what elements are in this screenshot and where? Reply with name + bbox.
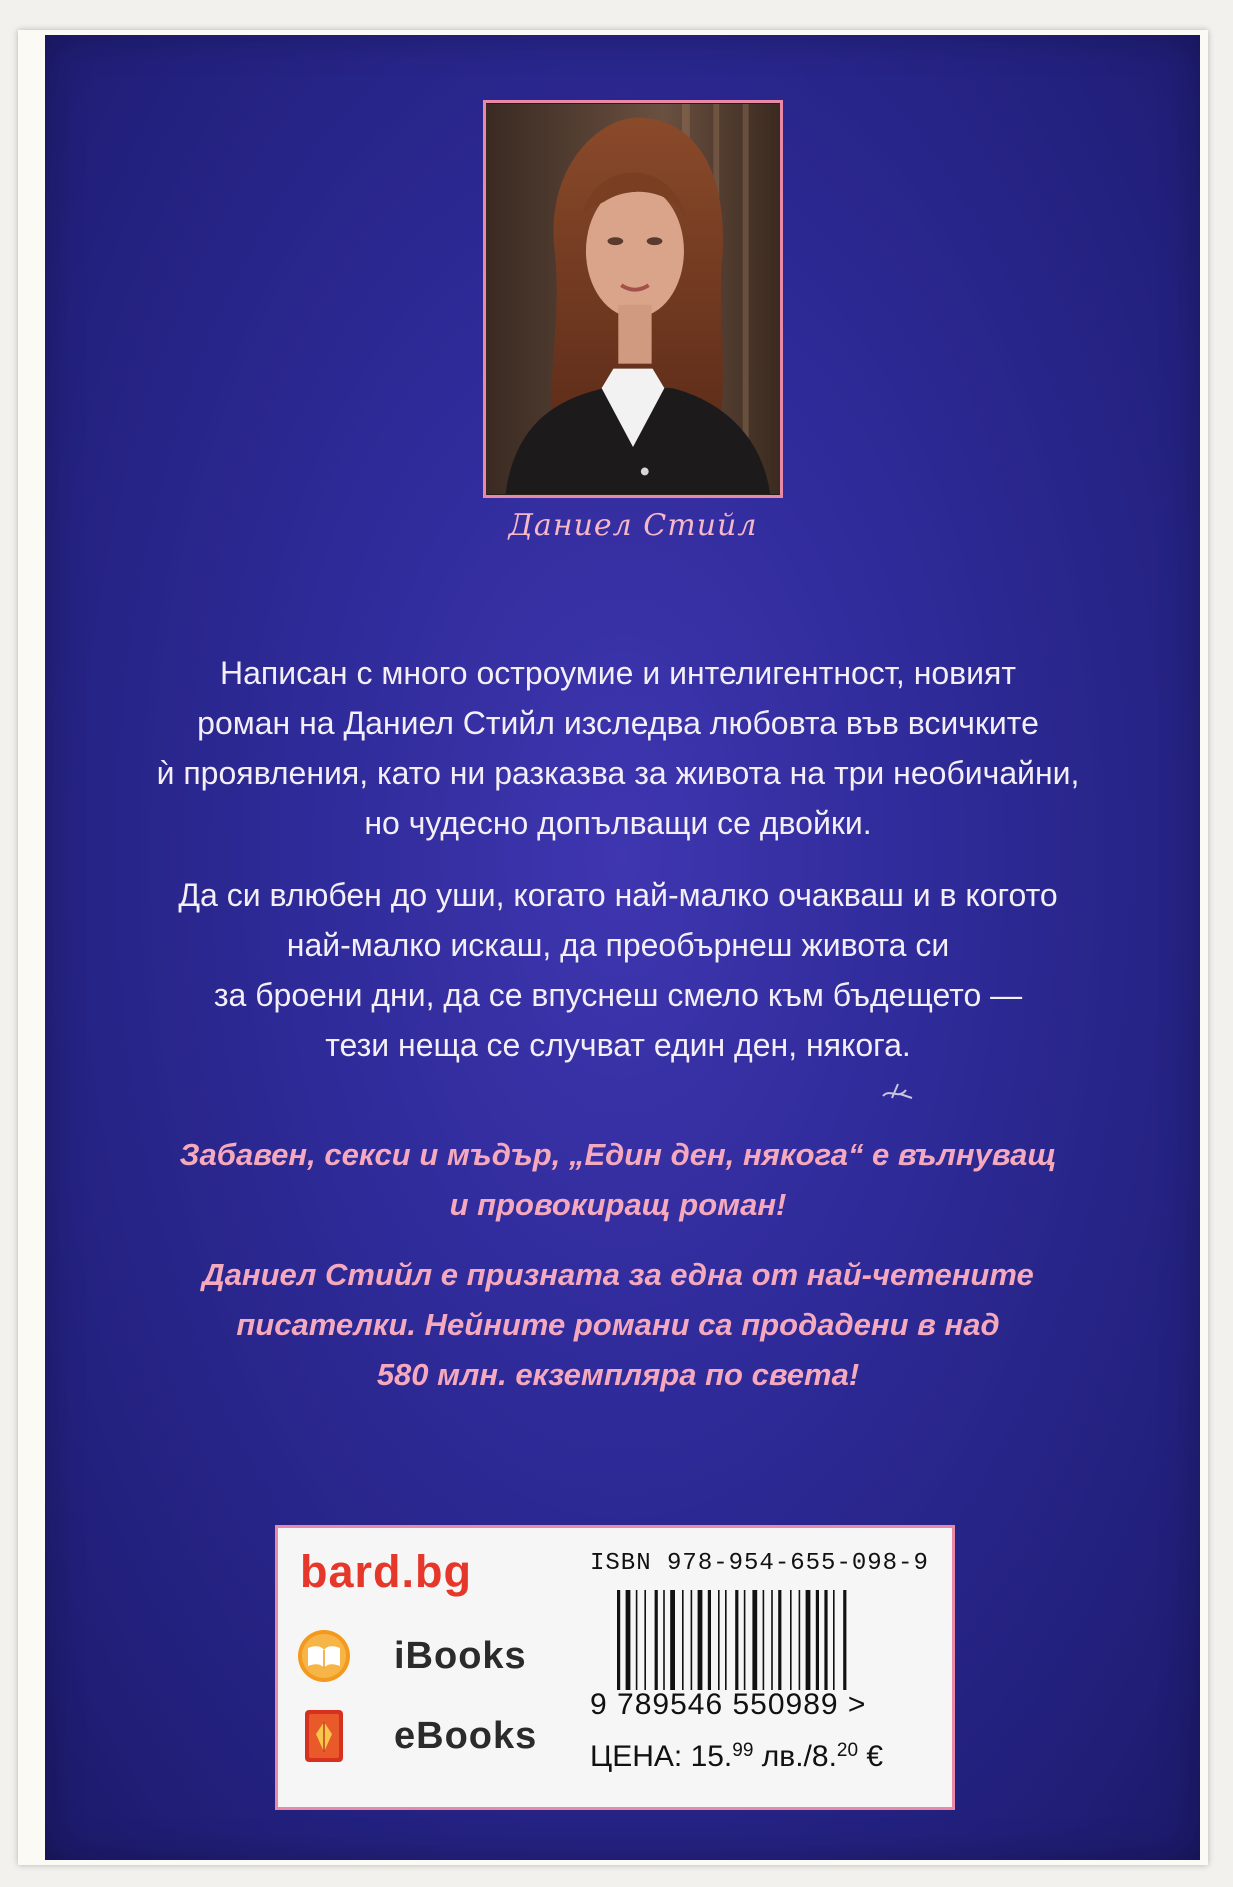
ibooks-label: iBooks (394, 1634, 527, 1677)
price-bgn-cents: 99 (732, 1740, 754, 1761)
ebooks-label: eBooks (394, 1714, 538, 1757)
barcode-bar (663, 1590, 665, 1690)
price-eur-unit: € (866, 1740, 884, 1773)
description-line: тези неща се случват един ден, някога. (325, 1027, 911, 1063)
publisher-site-link[interactable]: bard.bg (300, 1546, 472, 1597)
blurb-paragraph-2 (148, 1250, 1088, 1400)
description-line: Да си влюбен до уши, когато най-малко очакваш и в когото (178, 877, 1058, 913)
dust-speck (878, 1078, 918, 1108)
barcode-bar (752, 1590, 757, 1690)
barcode-bar (636, 1590, 638, 1690)
description-line: но чудесно допълващи се двойки. (364, 805, 872, 841)
barcode-bar (725, 1590, 727, 1690)
barcode-bar (816, 1590, 819, 1690)
isbn-barcode (615, 1590, 905, 1690)
barcode-bar (778, 1590, 781, 1690)
barcode-bar (744, 1590, 746, 1690)
barcode-bar (698, 1590, 703, 1690)
price-label: ЦЕНА: (590, 1740, 683, 1773)
price-bgn-main: 15. (690, 1740, 733, 1773)
description-paragraph-1 (148, 648, 1088, 848)
barcode-bar (691, 1590, 693, 1690)
blurb-line: писателки. Нейните романи са продадени в над (236, 1307, 1000, 1342)
blurb-line: и провокиращ роман! (449, 1187, 787, 1222)
barcode-bar (833, 1590, 835, 1690)
blurb-paragraph-1 (148, 1130, 1088, 1230)
barcode-bar (735, 1590, 738, 1690)
ibooks-store-link[interactable] (296, 1628, 527, 1684)
description-line: най-малко искаш, да преобърнеш живота си (286, 927, 950, 963)
author-portrait-image (486, 103, 780, 495)
publisher-info-box (275, 1525, 955, 1810)
blurb-line: 580 млн. екземпляра по света! (376, 1357, 860, 1392)
description-paragraph-2 (148, 870, 1088, 1070)
barcode-bar (617, 1590, 620, 1690)
barcode-bar (626, 1590, 631, 1690)
blurb-line: Даниел Стийл е призната за една от най-четените (202, 1257, 1034, 1292)
ibooks-icon (296, 1628, 352, 1684)
description-line: роман на Даниел Стийл изследва любовта във всичките (197, 705, 1039, 741)
barcode-bar (644, 1590, 646, 1690)
barcode-bar (682, 1590, 684, 1690)
barcode-bar (790, 1590, 792, 1690)
barcode-bar (718, 1590, 720, 1690)
blurb-line: Забавен, секси и мъдър, „Един ден, някога“ е вълнуващ (179, 1137, 1057, 1172)
barcode-bar (824, 1590, 827, 1690)
barcode-digits: 9 789546 550989 > (590, 1688, 867, 1721)
barcode-bar (670, 1590, 675, 1690)
ebooks-store-link[interactable] (296, 1708, 537, 1764)
barcode-bar (806, 1590, 811, 1690)
ebooks-icon (296, 1708, 352, 1764)
author-photo (483, 100, 783, 498)
barcode-bar (799, 1590, 801, 1690)
barcode-bar (763, 1590, 765, 1690)
description-line: за броени дни, да се впуснеш смело към бъдещето — (213, 977, 1023, 1013)
price-eur-cents: 20 (836, 1740, 859, 1761)
price-bgn-unit: лв. (761, 1740, 804, 1773)
isbn-text: ISBN 978-954-655-098-9 (590, 1550, 929, 1577)
barcode-bar (843, 1590, 846, 1690)
price-eur-main: /8. (803, 1740, 837, 1773)
description-line: ѝ проявления, като ни разказва за живота на три необичайни, (156, 755, 1080, 791)
barcode-bar (771, 1590, 773, 1690)
barcode-bar (708, 1590, 711, 1690)
author-caption: Даниел Стийл (508, 508, 758, 543)
barcode-bar (655, 1590, 658, 1690)
description-line: Написан с много остроумие и интелигентност, новият (219, 655, 1017, 691)
price (590, 1740, 883, 1774)
